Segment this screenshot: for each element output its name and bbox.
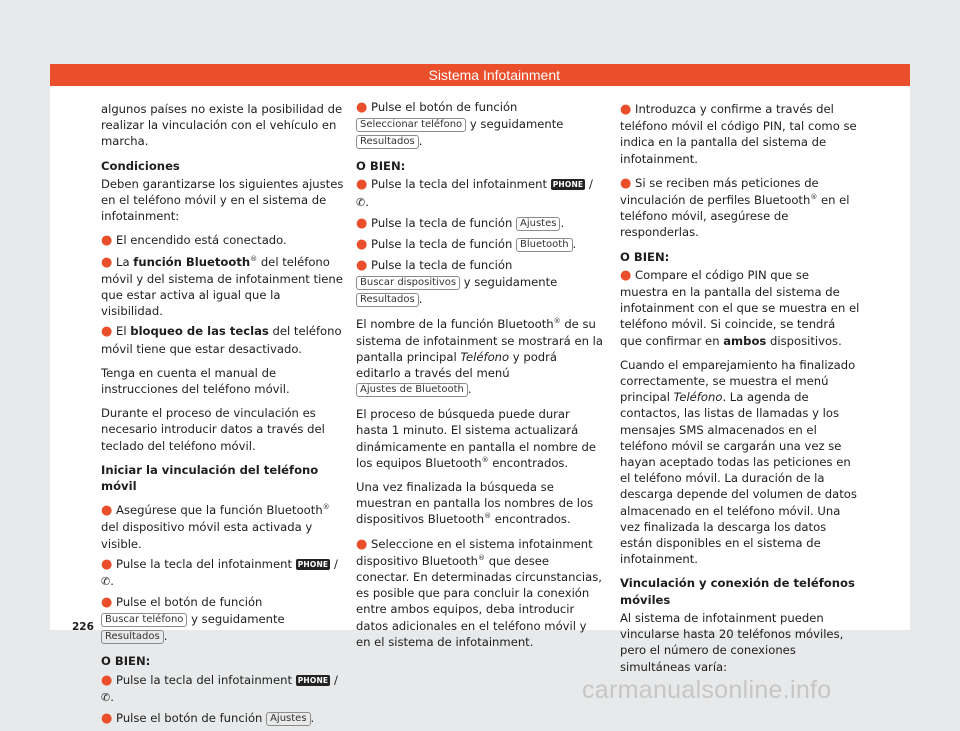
bold-text: ambos — [723, 333, 767, 348]
bullet-item — [356, 176, 604, 210]
bullet-text: El encendido está conectado. — [116, 233, 287, 248]
text: Pulse la tecla del infotainment — [116, 556, 296, 571]
italic-text: Teléfono — [673, 390, 723, 405]
paragraph — [356, 316, 604, 398]
text: / — [330, 556, 338, 571]
bullet-item — [101, 323, 345, 356]
phone-key-icon: PHONE — [552, 180, 584, 190]
text: . — [467, 382, 472, 397]
registered-mark: ® — [810, 193, 818, 202]
registered-mark: ® — [322, 503, 330, 512]
bullet-item — [620, 101, 860, 167]
bullet-dot-icon: ● — [101, 254, 113, 270]
text: Pulse la tecla de función — [371, 258, 513, 273]
bullet-dot-icon: ● — [101, 672, 113, 688]
subheading-obien: O BIEN: — [101, 654, 151, 669]
bullet-dot-icon: ● — [101, 233, 113, 249]
subheading-obien: O BIEN: — [620, 249, 670, 264]
text: Pulse la tecla del infotainment — [116, 672, 296, 687]
text: El — [116, 324, 131, 339]
text: . — [110, 574, 114, 589]
text: . — [110, 689, 114, 704]
bullet-dot-icon: ● — [356, 237, 368, 253]
paragraph — [356, 479, 604, 528]
text: Pulse la tecla de función — [371, 215, 516, 230]
column-1 — [101, 101, 345, 731]
column-3 — [620, 101, 860, 683]
watermark-text: carmanualsonline.info — [582, 676, 832, 704]
text: . — [365, 194, 369, 209]
function-key-resultados: Resultados — [356, 293, 419, 307]
text: en el teléfono móvil, asegúrese de responderlas. — [620, 193, 850, 240]
function-key-ajustes: Ajustes — [516, 217, 560, 231]
text: Pulse el botón de función — [116, 595, 263, 610]
bullet-item — [620, 175, 860, 241]
bold-text: función Bluetooth — [133, 254, 251, 269]
subheading-iniciar: Iniciar la vinculación del teléfono móvil — [101, 462, 319, 494]
text: Pulse la tecla del infotainment — [371, 177, 551, 192]
text: . — [163, 629, 168, 644]
subheading-condiciones: Condiciones — [101, 158, 180, 173]
text: que desee conectar. En determinadas circunstancias, es posible que para concluir la conexión entre ambos equipos, deba introducir datos adicionales en el teléfono móvil y en el sistema de infotainment. — [356, 553, 602, 649]
text: y seguidamente — [460, 275, 558, 290]
registered-mark: ® — [553, 317, 561, 326]
telephone-icon: ✆ — [356, 195, 366, 209]
registered-mark: ® — [484, 512, 492, 521]
text: . — [310, 711, 315, 726]
registered-mark: ® — [250, 254, 258, 263]
text: Pulse el botón de función — [371, 100, 518, 114]
text: encontrados. — [488, 455, 569, 470]
bullet-dot-icon: ● — [356, 177, 368, 193]
telephone-icon: ✆ — [101, 575, 111, 589]
registered-mark: ® — [481, 455, 489, 464]
phone-key-icon: PHONE — [297, 559, 329, 569]
bullet-item — [356, 257, 604, 308]
text: . — [572, 237, 577, 252]
text: encontrados. — [491, 512, 571, 527]
section-header-bar — [50, 64, 910, 86]
bullet-item — [101, 710, 345, 727]
bullet-item — [101, 254, 345, 320]
telephone-icon: ✆ — [101, 690, 111, 704]
bullet-item — [101, 594, 345, 645]
text: y seguidamente — [187, 612, 285, 627]
text: Cuando el emparejamiento ha finalizado correctamente, se muestra el menú principal — [620, 357, 856, 405]
paragraph: Al sistema de infotainment pueden vincularse hasta 20 teléfonos móviles, pero el número de conexiones simultáneas varía: — [620, 610, 844, 674]
paragraph: Deben garantizarse los siguientes ajustes en el teléfono móvil y en el sistema de infotainment: — [101, 176, 344, 224]
text: El nombre de la función Bluetooth — [356, 317, 554, 332]
function-key-resultados: Resultados — [101, 630, 164, 644]
italic-text: Teléfono — [460, 349, 510, 364]
bullet-dot-icon: ● — [101, 595, 113, 611]
function-key-bluetooth: Bluetooth — [516, 238, 573, 252]
function-key-ajustes-bluetooth: Ajustes de Bluetooth — [356, 383, 468, 397]
text: dispositivos. — [766, 333, 842, 348]
text: Compare el código PIN que se muestra en la pantalla del sistema de infotainment con el que se muestra en el teléfono móvil. Si coincide, se tendrá que confirmar en — [620, 267, 860, 348]
bullet-dot-icon: ● — [356, 100, 368, 115]
bullet-item — [356, 536, 604, 650]
text: Pulse la tecla de función — [371, 237, 516, 252]
text: . — [418, 292, 423, 307]
text: . La agenda de contactos, las listas de llamadas y los mensajes SMS almacenados en el teléfono móvil se cargarán una vez se hayan aceptado todas las peticiones en el teléfono móvil. La duración de la descarga depende del volumen de datos almacenado en el teléfono móvil. Una vez finalizada la descarga los datos están disponibles en el sistema de infotainment. — [620, 390, 857, 567]
bullet-dot-icon: ● — [101, 711, 113, 727]
column-2 — [356, 99, 604, 658]
bullet-dot-icon: ● — [101, 324, 113, 340]
bullet-dot-icon: ● — [620, 175, 632, 191]
text: / — [585, 177, 593, 192]
phone-key-icon: PHONE — [297, 675, 329, 685]
text: Seleccione en el sistema infotainment dispositivo Bluetooth — [356, 536, 593, 568]
bullet-item — [101, 672, 345, 706]
paragraph: Durante el proceso de vinculación es necesario introducir datos a través del teclado del teléfono móvil. — [101, 406, 325, 453]
text: del teléfono móvil tiene que estar desactivado. — [101, 324, 342, 356]
bullet-item — [356, 99, 604, 150]
paragraph — [620, 357, 860, 568]
text: y podrá editarlo a través del menú — [356, 349, 558, 381]
text: La — [116, 254, 134, 269]
bullet-item — [356, 215, 604, 232]
bold-text: bloqueo de las teclas — [130, 324, 269, 339]
bullet-dot-icon: ● — [356, 215, 368, 231]
text: Asegúrese que la función Bluetooth — [116, 503, 323, 518]
function-key-buscar-dispositivos: Buscar dispositivos — [356, 276, 460, 290]
function-key-resultados: Resultados — [356, 135, 419, 149]
text: . — [560, 215, 565, 230]
subheading-obien: O BIEN: — [356, 159, 406, 174]
bullet-item — [101, 556, 345, 590]
function-key-ajustes: Ajustes — [266, 712, 310, 726]
function-key-seleccionar-telefono: Seleccionar teléfono — [356, 118, 466, 132]
bullet-item — [620, 267, 860, 349]
paragraph — [356, 406, 604, 471]
text: de su sistema de infotainment se mostrará en la pantalla principal — [356, 317, 603, 364]
text: Pulse el botón de función — [116, 711, 267, 726]
page-number: 226 — [72, 621, 94, 633]
text: / — [330, 672, 338, 687]
bullet-dot-icon: ● — [101, 556, 113, 572]
paragraph: Tenga en cuenta el manual de instrucciones del teléfono móvil. — [101, 365, 290, 397]
bullet-item — [101, 502, 345, 552]
bullet-dot-icon: ● — [356, 536, 368, 552]
text: del dispositivo móvil esta activada y visible. — [101, 520, 313, 551]
paragraph: algunos países no existe la posibilidad de realizar la vinculación con el vehículo en marcha. — [101, 102, 343, 149]
bullet-text: Introduzca y confirme a través del teléfono móvil el código PIN, tal como se indica en la pantalla del sistema de infotainment. — [620, 102, 857, 166]
text: El proceso de búsqueda puede durar hasta 1 minuto. El sistema actualizará dinámicamente en pantalla el nombre de los equipos Bluetooth — [356, 407, 596, 470]
text: . — [418, 134, 423, 149]
bullet-item — [101, 232, 345, 249]
bullet-dot-icon: ● — [356, 258, 368, 274]
registered-mark: ® — [478, 554, 486, 562]
bullet-dot-icon: ● — [620, 102, 632, 117]
subheading-vinculacion: Vinculación y conexión de teléfonos móviles — [620, 576, 855, 607]
bullet-dot-icon: ● — [620, 267, 632, 283]
text: Si se reciben más peticiones de vinculación de perfiles Bluetooth — [620, 175, 819, 208]
section-title: Sistema Infotainment — [428, 67, 560, 83]
text: Una vez finalizada la búsqueda se muestran en pantalla los nombres de los dispositivos Bluetooth — [356, 480, 594, 527]
function-key-buscar-telefono: Buscar teléfono — [101, 613, 187, 627]
text: y seguidamente — [466, 117, 564, 132]
text: del teléfono móvil y del sistema de infotainment tiene que estar activa al igual que la visibilidad. — [101, 254, 343, 319]
bullet-dot-icon: ● — [101, 503, 113, 519]
bullet-item — [356, 236, 604, 253]
